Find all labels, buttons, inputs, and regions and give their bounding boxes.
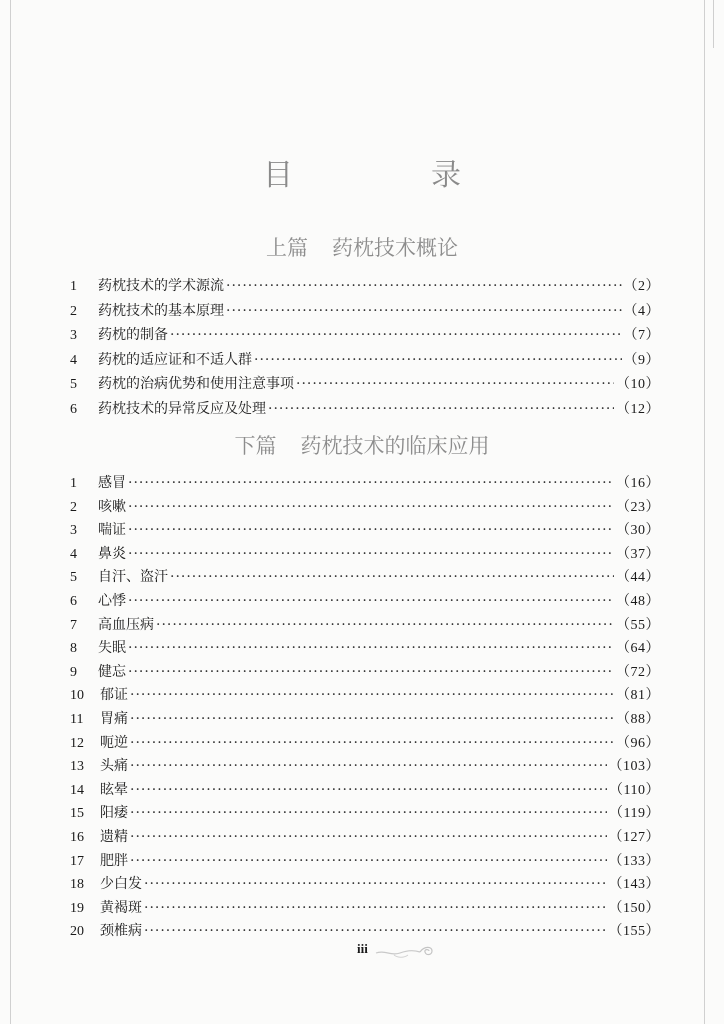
toc-entry[interactable] (70, 323, 660, 348)
dot-leader (170, 323, 622, 348)
dot-leader (130, 732, 614, 756)
entry-page: （10） (616, 377, 660, 393)
toc-entry[interactable] (70, 779, 660, 803)
entry-number: 18 (70, 877, 84, 893)
entry-page: （103） (608, 759, 660, 775)
toc-entry[interactable] (70, 472, 660, 496)
toc-entry[interactable] (70, 566, 660, 590)
entry-number: 19 (70, 900, 84, 916)
part2-heading (0, 430, 724, 460)
entry-title: 药枕技术的学术源流 (98, 278, 224, 294)
toc-entry[interactable] (70, 372, 660, 397)
entry-title: 自汗、盗汗 (98, 569, 168, 586)
dot-leader (144, 873, 607, 897)
entry-page: （4） (623, 303, 660, 319)
dot-leader (128, 496, 614, 520)
toc-entry[interactable] (70, 614, 660, 638)
entry-page: （88） (616, 711, 660, 727)
corner-mark (713, 0, 714, 48)
entry-title: 咳嗽 (98, 498, 126, 515)
dot-leader (226, 274, 622, 299)
entry-title: 药枕的治病优势和使用注意事项 (98, 376, 294, 393)
dot-leader (130, 779, 607, 803)
dot-leader (254, 348, 622, 373)
dot-leader (170, 566, 614, 590)
toc-entry[interactable] (70, 299, 660, 324)
entry-page: （96） (616, 735, 660, 751)
toc-entry[interactable] (70, 397, 660, 422)
entry-title: 鼻炎 (98, 545, 126, 562)
entry-number: 8 (70, 641, 77, 657)
part1-title: 药枕技术概论 (332, 236, 458, 260)
entry-page: （23） (616, 499, 660, 515)
entry-title: 感冒 (98, 475, 126, 491)
part1-toc-list (70, 274, 660, 422)
entry-page: （127） (608, 829, 660, 845)
dot-leader (128, 472, 614, 496)
dot-leader (268, 397, 614, 422)
part2-title: 药枕技术的临床应用 (300, 434, 490, 458)
entry-number: 6 (70, 401, 77, 417)
entry-number: 20 (70, 924, 84, 940)
dot-leader (144, 897, 607, 921)
entry-title: 药枕的制备 (98, 327, 168, 344)
dot-leader (128, 519, 614, 543)
toc-entry[interactable] (70, 755, 660, 779)
entry-title: 喘证 (98, 522, 126, 539)
entry-page: （2） (623, 279, 660, 294)
dot-leader (156, 614, 614, 638)
entry-title: 肥胖 (100, 852, 128, 869)
toc-entry[interactable] (70, 684, 660, 708)
entry-title: 药枕技术的基本原理 (98, 302, 224, 319)
entry-number: 1 (70, 279, 77, 294)
entry-title: 阳痿 (100, 805, 128, 822)
dot-leader (130, 826, 607, 850)
toc-entry[interactable] (70, 826, 660, 850)
toc-entry[interactable] (70, 519, 660, 543)
entry-page: （110） (609, 782, 660, 798)
entry-title: 心悸 (98, 592, 126, 609)
entry-page: （81） (616, 688, 660, 704)
toc-entry[interactable] (70, 802, 660, 826)
part1-label: 上篇 (266, 236, 308, 260)
entry-title: 郁证 (100, 687, 128, 704)
entry-page: （155） (608, 924, 660, 940)
entry-page: （30） (616, 523, 660, 539)
entry-number: 3 (70, 328, 77, 344)
entry-number: 4 (70, 546, 77, 562)
entry-title: 眩晕 (100, 781, 128, 798)
dot-leader (296, 372, 614, 397)
part2-toc-list (70, 472, 660, 944)
entry-number: 12 (70, 735, 84, 751)
dot-leader (130, 708, 614, 732)
dot-leader (130, 755, 607, 779)
entry-page: （7） (623, 328, 660, 344)
dot-leader (226, 299, 622, 324)
entry-number: 9 (70, 664, 77, 680)
entry-page: （12） (616, 401, 660, 417)
dot-leader (128, 661, 614, 685)
entry-number: 13 (70, 759, 84, 775)
entry-number: 11 (70, 711, 84, 727)
toc-entry[interactable] (70, 897, 660, 921)
entry-title: 黄褐斑 (100, 899, 142, 916)
toc-title: 目 录 (263, 158, 515, 193)
entry-title: 健忘 (98, 663, 126, 680)
entry-number: 10 (70, 688, 84, 704)
entry-title: 药枕的适应证和不适人群 (98, 351, 252, 368)
cloud-scroll-ornament-icon (374, 944, 438, 964)
dot-leader (130, 684, 614, 708)
entry-title: 头痛 (100, 758, 128, 775)
entry-page: （150） (608, 900, 660, 916)
entry-number: 2 (70, 303, 77, 319)
entry-title: 药枕技术的异常反应及处理 (98, 400, 266, 417)
toc-entry[interactable] (70, 274, 660, 299)
toc-entry[interactable] (70, 637, 660, 661)
entry-page: （143） (608, 877, 660, 893)
entry-title: 呃逆 (100, 734, 128, 751)
dot-leader (144, 920, 607, 944)
toc-entry[interactable] (70, 850, 660, 874)
entry-page: （64） (616, 641, 660, 657)
entry-number: 1 (70, 476, 77, 491)
entry-title: 遗精 (100, 828, 128, 845)
entry-number: 16 (70, 829, 84, 845)
entry-number: 5 (70, 377, 77, 393)
toc-entry[interactable] (70, 590, 660, 614)
toc-entry[interactable] (70, 543, 660, 567)
dot-leader (130, 802, 607, 826)
entry-title: 高血压病 (98, 616, 154, 633)
toc-entry[interactable] (70, 708, 660, 732)
entry-number: 3 (70, 523, 77, 539)
entry-title: 少白发 (100, 876, 142, 893)
dot-leader (128, 637, 614, 661)
entry-number: 15 (70, 806, 84, 822)
toc-entry[interactable] (70, 496, 660, 520)
entry-title: 颈椎病 (100, 923, 142, 940)
entry-number: 5 (70, 570, 77, 586)
entry-page: （9） (623, 352, 660, 368)
entry-page: （44） (616, 570, 660, 586)
entry-page: （48） (616, 593, 660, 609)
entry-number: 2 (70, 499, 77, 515)
entry-page: （55） (616, 617, 660, 633)
dot-leader (130, 850, 607, 874)
toc-entry[interactable] (70, 732, 660, 756)
dot-leader (128, 590, 614, 614)
entry-number: 6 (70, 593, 77, 609)
entry-page: （37） (616, 546, 660, 562)
entry-number: 4 (70, 352, 77, 368)
entry-page: （16） (616, 476, 660, 491)
entry-number: 17 (70, 853, 84, 869)
part1-heading (0, 232, 724, 262)
entry-number: 14 (70, 782, 84, 798)
toc-entry[interactable] (70, 661, 660, 685)
page-number: iii (357, 941, 368, 956)
entry-title: 胃痛 (100, 710, 128, 727)
toc-entry[interactable] (70, 348, 660, 373)
entry-title: 失眠 (98, 640, 126, 657)
dot-leader (128, 543, 614, 567)
entry-page: （72） (616, 664, 660, 680)
toc-entry[interactable] (70, 873, 660, 897)
part2-label: 下篇 (234, 434, 277, 458)
entry-number: 7 (70, 617, 77, 633)
entry-page: （133） (608, 853, 660, 869)
entry-page: （119） (609, 806, 660, 822)
